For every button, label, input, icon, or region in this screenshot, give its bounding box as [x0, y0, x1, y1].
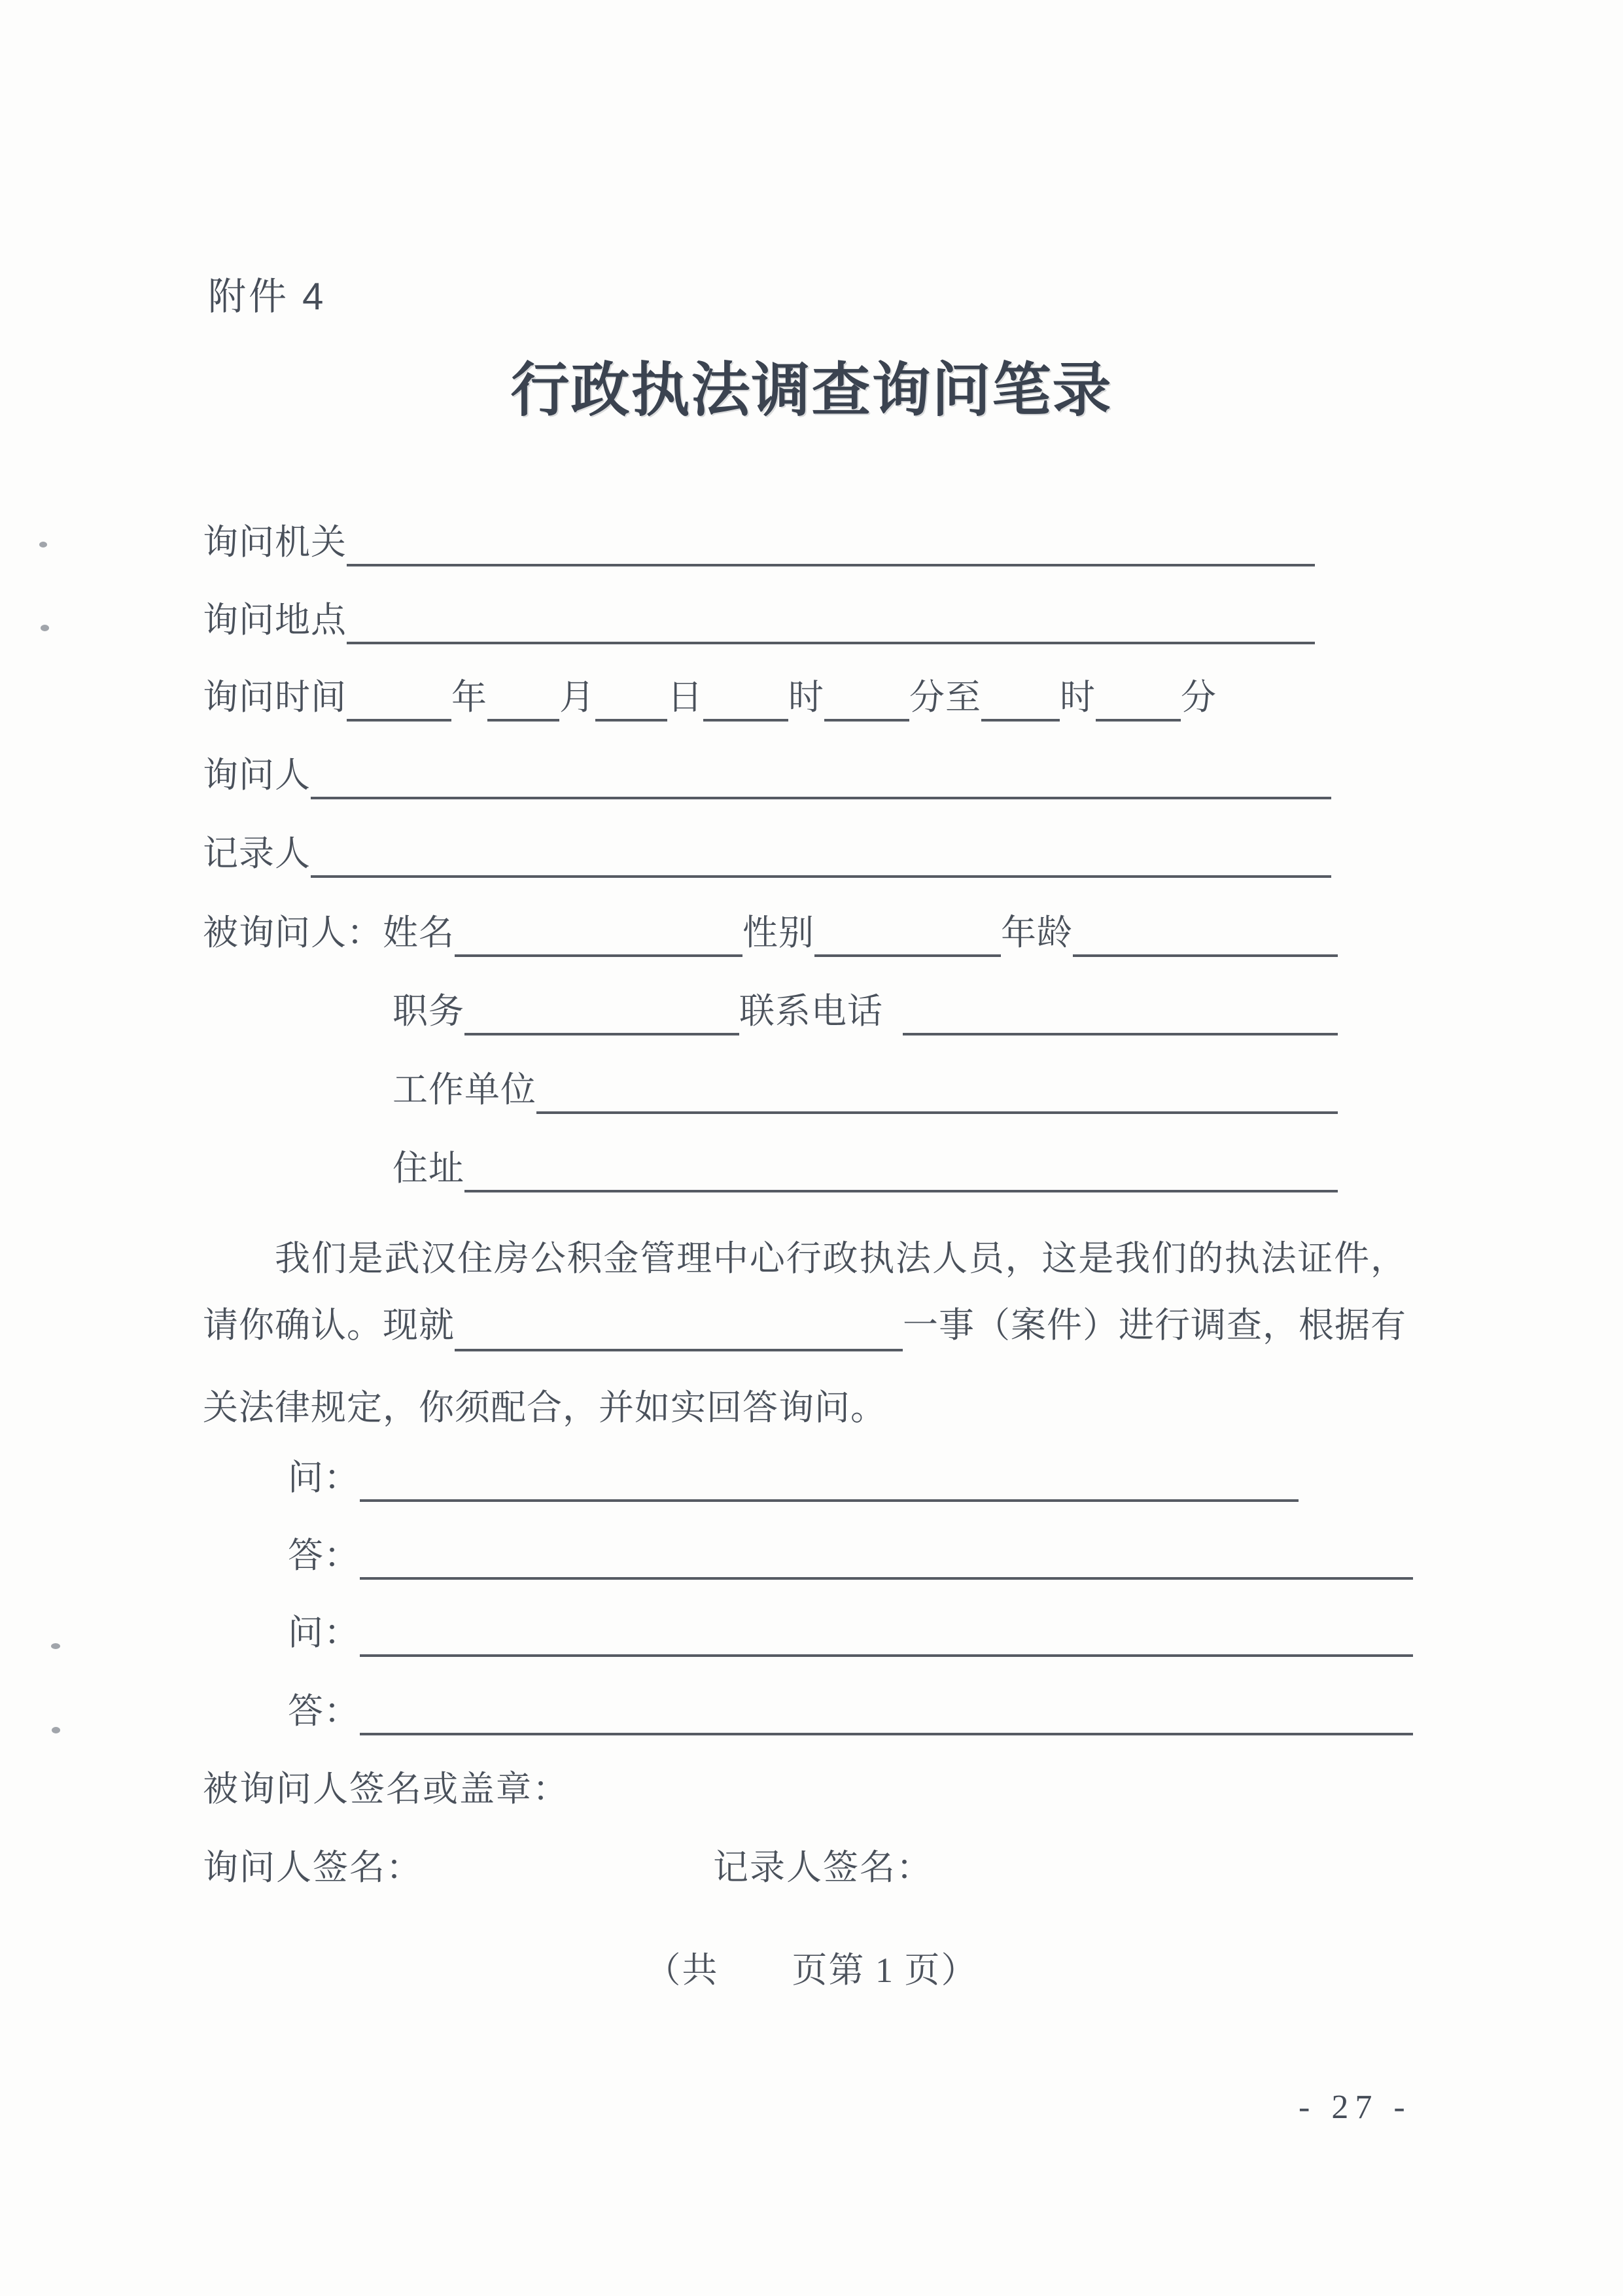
answer-blank-1: [360, 1517, 1413, 1580]
answer-blank-2: [360, 1673, 1413, 1735]
time-year-unit: 年: [451, 678, 487, 717]
phone-label: 联系电话: [739, 992, 883, 1031]
organ-label: 询问机关: [203, 523, 347, 562]
qa-row-answer-2: [203, 1675, 1413, 1735]
field-row-address: [393, 1132, 1338, 1192]
recorder-label: 记录人: [203, 834, 311, 873]
question-label-1: 问：: [288, 1458, 360, 1497]
statement-line-2: [203, 1291, 1406, 1351]
time-hour-start-blank: [703, 659, 788, 722]
statement-line-3: 关法律规定，你须配合，并如实回答询问。: [203, 1388, 886, 1427]
case-name-blank: [455, 1289, 903, 1351]
qa-row-question-1: [203, 1442, 1299, 1502]
answer-label-1: 答：: [288, 1536, 360, 1575]
address-label: 住址: [393, 1149, 464, 1188]
organ-blank-line: [347, 504, 1315, 566]
qa-row-question-2: [203, 1597, 1413, 1657]
position-label: 职务: [393, 992, 464, 1031]
time-minute-end-blank: [1096, 659, 1181, 722]
answer-label-2: 答：: [288, 1692, 360, 1731]
time-minute-start-blank: [824, 659, 909, 722]
inquirer-blank-line: [311, 737, 1331, 799]
time-hour-end-blank: [981, 659, 1060, 722]
document-title: 行政执法调查询问笔录: [510, 358, 1113, 423]
field-row-location: [203, 584, 1315, 644]
time-day-blank: [595, 659, 667, 722]
recorder-blank-line: [311, 815, 1331, 878]
address-blank: [464, 1130, 1338, 1192]
location-blank-line: [347, 582, 1315, 644]
interviewee-age-label: 年龄: [1001, 913, 1073, 952]
position-blank: [464, 973, 739, 1035]
scan-speck: [52, 1727, 60, 1733]
question-blank-1: [360, 1439, 1299, 1502]
interviewee-signature-label: 被询问人签名或盖章：: [203, 1769, 569, 1809]
footer-pagination: （共 页第 1 页）: [645, 1951, 978, 1990]
time-hour-end-unit: 时: [1060, 678, 1096, 717]
location-label: 询问地点: [203, 600, 347, 640]
qa-row-answer-1: [203, 1520, 1413, 1580]
interviewee-name-label: 姓名: [383, 913, 455, 952]
time-minute-end-unit: 分: [1181, 678, 1217, 717]
question-label-2: 问：: [288, 1613, 360, 1652]
page-number: - 27 -: [1299, 2089, 1412, 2126]
field-row-inquirer: [203, 739, 1331, 799]
attachment-label: 附件 4: [208, 275, 326, 318]
statement-line-1: 我们是武汉住房公积金管理中心行政执法人员，这是我们的执法证件，: [275, 1239, 1406, 1278]
workunit-label: 工作单位: [393, 1070, 536, 1109]
statement-line2-after: 一事（案件）进行调查，根据有: [903, 1306, 1406, 1345]
time-month-blank: [487, 659, 559, 722]
interviewee-gender-blank: [814, 894, 1001, 957]
time-year-blank: [347, 659, 451, 722]
field-row-interviewee: [203, 897, 1338, 957]
field-row-position-phone: [393, 975, 1338, 1035]
interviewee-gender-label: 性别: [742, 913, 814, 952]
interviewee-age-blank: [1073, 894, 1338, 957]
recorder-signature-label: 记录人签名：: [713, 1848, 933, 1887]
field-row-recorder: [203, 818, 1331, 878]
statement-line2-before: 请你确认。现就: [203, 1306, 455, 1345]
scan-speck: [39, 542, 47, 548]
phone-blank: [903, 973, 1338, 1035]
time-minute-to-unit: 分至: [909, 678, 981, 717]
workunit-blank: [536, 1051, 1338, 1114]
inquirer-signature-label: 询问人签名：: [203, 1848, 423, 1887]
inquirer-label: 询问人: [203, 756, 311, 795]
scan-speck: [41, 625, 49, 631]
signature-row: [203, 1850, 1406, 1885]
field-row-workunit: [393, 1054, 1338, 1114]
field-row-time: [203, 661, 1249, 722]
scan-speck: [51, 1643, 60, 1649]
time-hour-start-unit: 时: [788, 678, 824, 717]
time-label: 询问时间: [203, 678, 347, 717]
field-row-organ: [203, 506, 1315, 566]
interviewee-label: 被询问人：: [203, 913, 383, 952]
time-day-unit: 日: [667, 678, 703, 717]
interviewee-name-blank: [455, 894, 742, 957]
question-blank-2: [360, 1594, 1413, 1657]
time-month-unit: 月: [559, 678, 595, 717]
